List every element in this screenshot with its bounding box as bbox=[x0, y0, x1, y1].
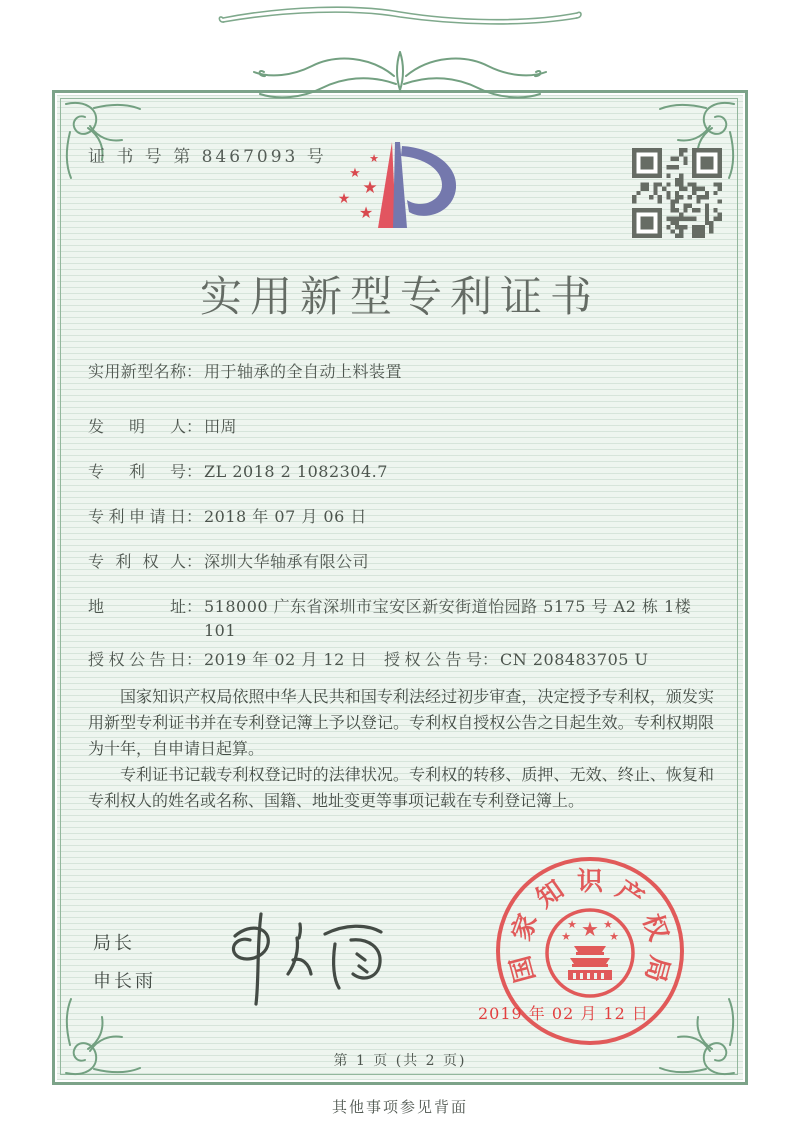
seal-char: 国 bbox=[505, 952, 542, 986]
svg-text:★: ★ bbox=[369, 152, 379, 165]
certificate-number: 证 书 号 第 8467093 号 bbox=[88, 147, 327, 167]
field-address: 地址 ： 518000 广东省深圳市宝安区新安街道怡园路 5175 号 A2 栋 1楼 101 bbox=[88, 595, 714, 643]
seal-char: 权 bbox=[636, 910, 674, 945]
emblem-star: ★ bbox=[581, 917, 599, 941]
officer-name: 申长雨 bbox=[93, 971, 156, 992]
field-utility-model-name: 实用新型名称 ： 用于轴承的全自动上料装置 bbox=[88, 360, 714, 384]
certificate-title: 实用新型专利证书 bbox=[199, 272, 601, 321]
seal-char: 识 bbox=[576, 867, 604, 897]
field-label: 专利号 bbox=[88, 462, 186, 481]
field-value: 2018 年 07 月 06 日 bbox=[204, 507, 367, 526]
officer-title: 局长 bbox=[93, 933, 135, 954]
field-label: 发明人 bbox=[88, 417, 186, 436]
field-patent-number: 专利号 ： ZL 2018 2 1082304.7 bbox=[88, 460, 714, 484]
field-label: 授权公告日 bbox=[88, 650, 186, 669]
legal-text-block bbox=[88, 684, 714, 814]
legal-paragraph-2: 专利证书记载专利权登记时的法律状况。专利权的转移、质押、无效、终止、恢复和专利权人的姓名或名称、国籍、地址变更等事项记载在专利登记簿上。 bbox=[88, 765, 714, 810]
seal-date: 2019 年 02 月 12 日 bbox=[478, 1004, 649, 1023]
svg-text:★: ★ bbox=[561, 930, 571, 943]
svg-text:★: ★ bbox=[349, 166, 361, 181]
svg-text:★: ★ bbox=[603, 918, 613, 931]
cnipa-logo-icon bbox=[322, 136, 470, 252]
qr-code-icon bbox=[632, 148, 722, 238]
legal-paragraph-1: 国家知识产权局依照中华人民共和国专利法经过初步审查，决定授予专利权，颁发实用新型专利证书并在专利登记簿上予以登记。专利权自授权公告之日起生效。专利权期限为十年，自申请日起算。 bbox=[88, 687, 714, 758]
field-value: 深圳大华轴承有限公司 bbox=[204, 552, 370, 571]
svg-text:★: ★ bbox=[567, 918, 577, 931]
field-value: CN 208483705 U bbox=[500, 650, 649, 669]
svg-text:★: ★ bbox=[337, 191, 351, 207]
field-filing-date: 专利申请日 ： 2018 年 07 月 06 日 bbox=[88, 505, 714, 529]
field-grant-row bbox=[88, 648, 714, 672]
back-note: 其他事项参见背面 bbox=[331, 1098, 468, 1116]
seal-char: 知 bbox=[531, 874, 570, 915]
svg-text:★: ★ bbox=[362, 178, 378, 198]
field-value: 田周 bbox=[204, 417, 238, 436]
svg-text:★: ★ bbox=[609, 930, 619, 943]
field-value: ZL 2018 2 1082304.7 bbox=[204, 462, 388, 481]
page-indicator: 第 1 页 (共 2 页) bbox=[333, 1053, 467, 1069]
field-grant-number: 授权公告号 ： CN 208483705 U bbox=[384, 648, 649, 672]
field-inventor: 发明人 ： 田周 bbox=[88, 415, 714, 439]
field-value: 518000 广东省深圳市宝安区新安街道怡园路 5175 号 A2 栋 1楼 101 bbox=[204, 597, 692, 640]
seal-char: 局 bbox=[638, 952, 675, 986]
seal-char: 家 bbox=[506, 910, 544, 945]
field-grant-date: 授权公告日 ： 2019 年 02 月 12 日 bbox=[88, 648, 384, 672]
svg-text:★: ★ bbox=[358, 203, 374, 222]
top-band-ornament bbox=[215, 2, 585, 28]
field-label: 专利权人 bbox=[88, 552, 186, 571]
field-value: 用于轴承的全自动上料装置 bbox=[204, 362, 403, 381]
handwritten-signature-icon bbox=[205, 900, 405, 1015]
field-label: 授权公告号 bbox=[384, 650, 482, 669]
field-patentee: 专利权人 ： 深圳大华轴承有限公司 bbox=[88, 550, 714, 574]
field-label: 地址 bbox=[88, 597, 186, 616]
field-label: 专利申请日 bbox=[88, 507, 186, 526]
seal-char: 产 bbox=[610, 874, 649, 915]
officer-block bbox=[93, 925, 156, 1001]
field-value: 2019 年 02 月 12 日 bbox=[204, 650, 367, 669]
field-label: 实用新型名称 bbox=[88, 362, 186, 381]
